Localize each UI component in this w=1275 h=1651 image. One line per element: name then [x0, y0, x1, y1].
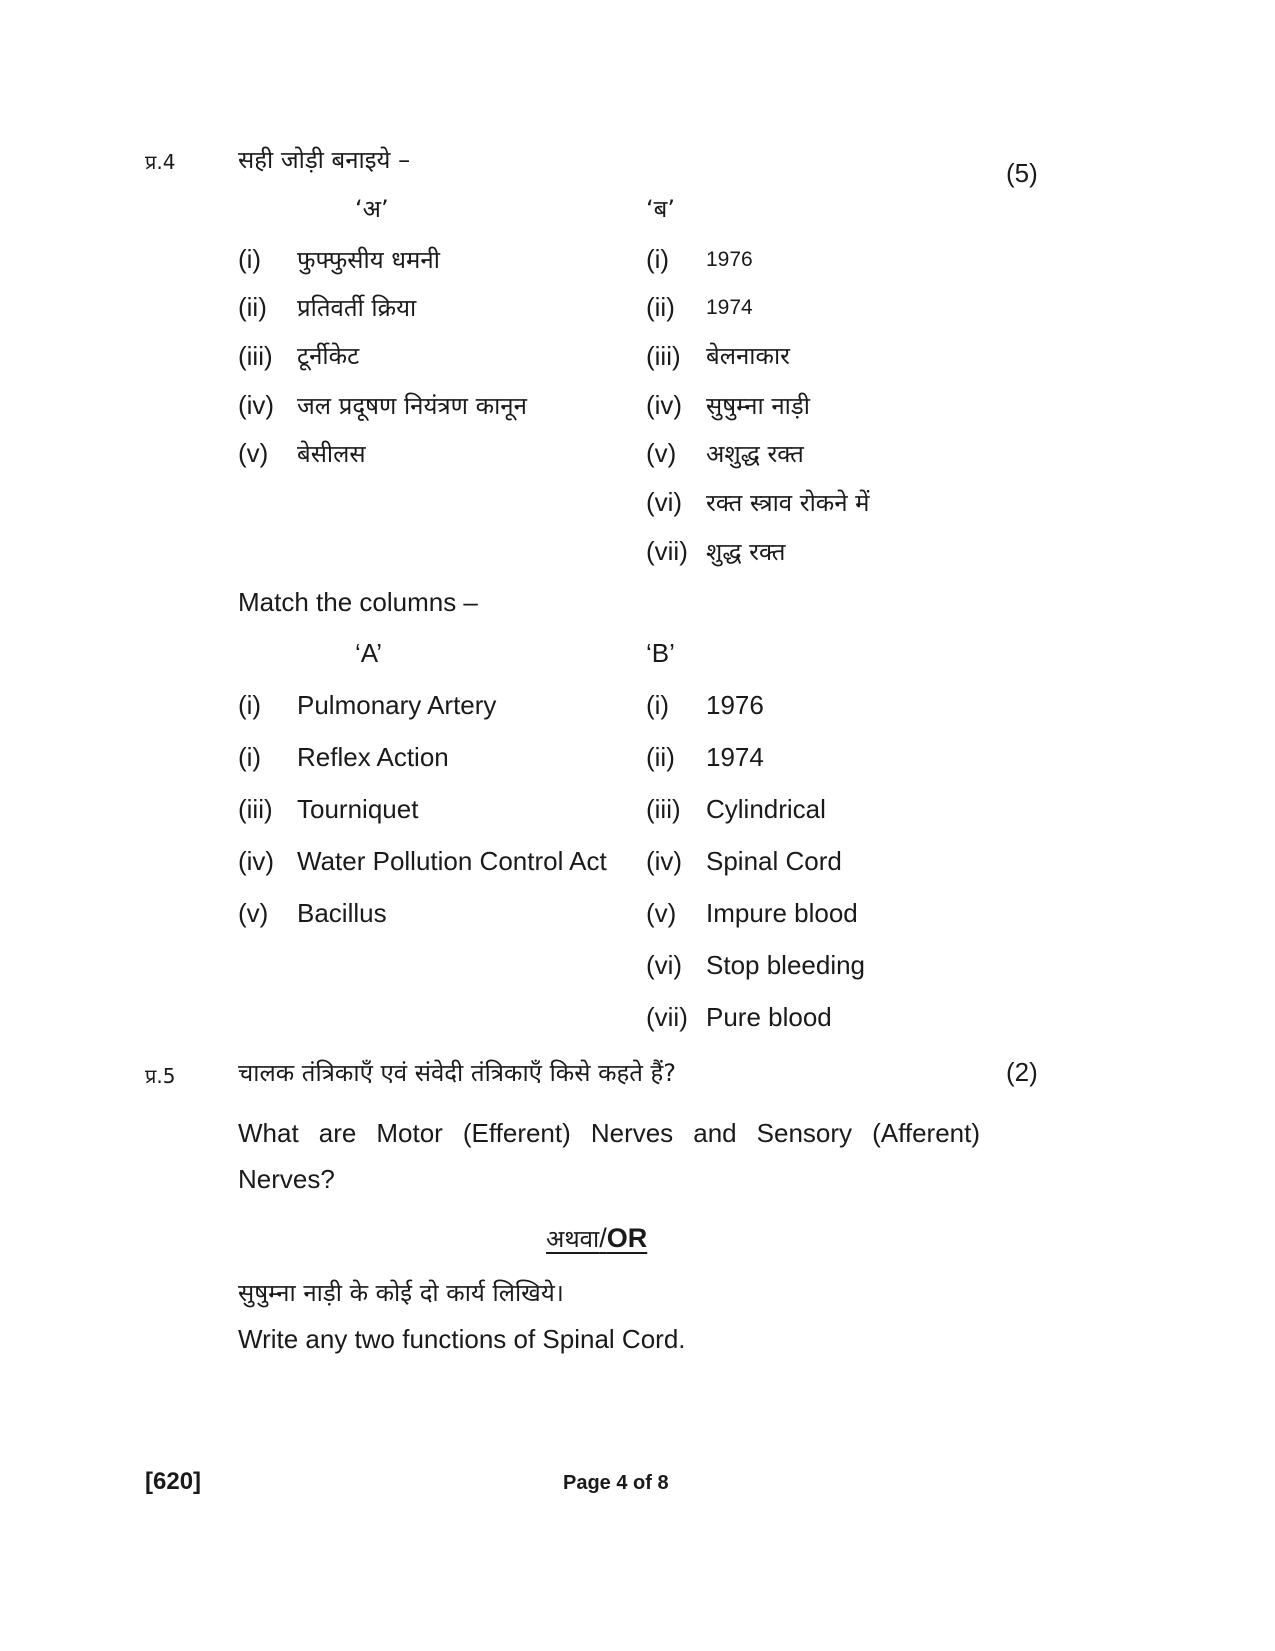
list-item-num: (iii): [646, 341, 681, 371]
q4-english-instruction: Match the columns –: [238, 587, 478, 617]
list-item-text: Pure blood: [706, 1002, 832, 1032]
list-item-num: (iii): [238, 794, 273, 824]
list-item-num: (iii): [238, 341, 273, 371]
list-item-num: (i): [646, 690, 670, 720]
list-item-text: Tourniquet: [297, 794, 419, 824]
list-item-text: Pulmonary Artery: [297, 690, 497, 720]
q4-marks: (5): [1006, 158, 1038, 188]
english-col-b-heading: ‘B’: [646, 638, 675, 668]
list-item-num: (v): [646, 438, 677, 468]
page-number: Page 4 of 8: [563, 1472, 669, 1494]
q5-english-question: What are Motor (Efferent) Nerves and Sensory (Afferent) Nerves?: [238, 1118, 980, 1194]
list-item-text: Impure blood: [706, 898, 858, 928]
list-item-text: Bacillus: [297, 898, 387, 928]
or-separator: [546, 1222, 647, 1255]
list-item-text: अशुद्ध रक्त: [706, 440, 804, 468]
question-5-number: प्र.5: [145, 1064, 176, 1088]
list-item-text: रक्त स्त्राव रोकने में: [706, 489, 870, 517]
question-4-number: प्र.4: [145, 150, 176, 174]
list-item-text: Cylindrical: [706, 794, 826, 824]
or-hindi: अथवा: [546, 1225, 600, 1253]
list-item-text: शुद्ध रक्त: [706, 538, 786, 566]
list-item-num: (i): [646, 244, 670, 274]
hindi-col-a-heading: ‘अ’: [355, 195, 389, 223]
list-item-num: (v): [238, 898, 269, 928]
list-item-num: (vii): [646, 1002, 688, 1032]
list-item-num: (i): [238, 244, 262, 274]
list-item-num: (ii): [646, 292, 675, 322]
list-item-num: (iii): [646, 794, 681, 824]
english-col-a-heading: ‘A’: [355, 638, 382, 668]
list-item-num: (ii): [646, 742, 675, 772]
list-item-text: Stop bleeding: [706, 950, 866, 980]
q5-alt-hindi: सुषुम्ना नाड़ी के कोई दो कार्य लिखिये।: [238, 1279, 564, 1307]
or-slash: /: [599, 1223, 607, 1253]
list-item-num: (v): [238, 438, 269, 468]
q4-hindi-instruction: सही जोड़ी बनाइये –: [238, 146, 411, 174]
list-item-text: Water Pollution Control Act: [297, 846, 607, 876]
list-item-text: 1974: [706, 742, 764, 772]
q5-hindi-question: चालक तंत्रिकाएँ एवं संवेदी तंत्रिकाएँ किसे कहते हैं?: [238, 1059, 677, 1087]
q5-marks: (2): [1006, 1057, 1038, 1087]
list-item-text: 1976: [706, 690, 764, 720]
list-item-num: (v): [646, 898, 677, 928]
hindi-col-b-heading: ‘ब’: [646, 195, 675, 223]
list-item-text: Spinal Cord: [706, 846, 842, 876]
paper-code: [620]: [145, 1468, 202, 1495]
list-item-num: (iv): [646, 390, 683, 420]
list-item-num: (ii): [238, 292, 267, 322]
list-item-text: सुषुम्ना नाड़ी: [706, 392, 810, 420]
list-item-text: 1976: [706, 248, 753, 271]
list-item-num: (iv): [238, 846, 275, 876]
list-item-num: (iv): [646, 846, 683, 876]
list-item-num: (vii): [646, 536, 688, 566]
list-item-text: जल प्रदूषण नियंत्रण कानून: [297, 392, 527, 420]
list-item-num: (vi): [646, 950, 683, 980]
list-item-text: 1974: [706, 296, 753, 319]
or-english: OR: [606, 1223, 648, 1253]
list-item-num: (iv): [238, 390, 275, 420]
list-item-num: (i): [238, 690, 262, 720]
list-item-text: फुफ्फुसीय धमनी: [297, 246, 440, 274]
list-item-text: बेलनाकार: [706, 342, 790, 370]
list-item-num: (vi): [646, 487, 683, 517]
list-item-text: टूर्नीकेट: [297, 342, 360, 370]
list-item-text: Reflex Action: [297, 742, 449, 772]
list-item-num: (i): [238, 742, 262, 772]
q5-alt-english: Write any two functions of Spinal Cord.: [238, 1324, 686, 1354]
list-item-text: बेसीलस: [297, 440, 366, 468]
list-item-text: प्रतिवर्ती क्रिया: [297, 294, 417, 322]
